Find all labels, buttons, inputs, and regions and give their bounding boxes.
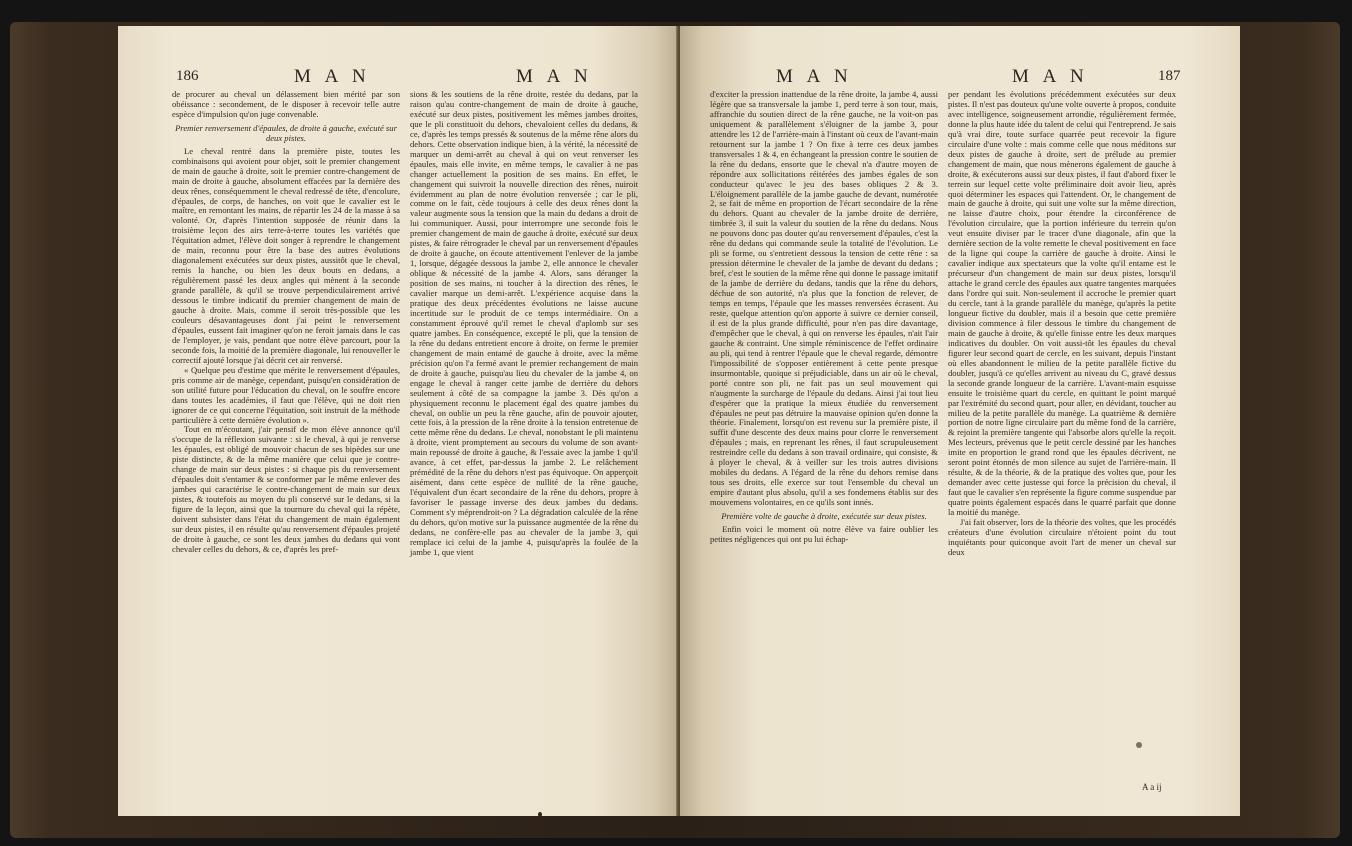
left-page [118, 26, 676, 816]
right-page [680, 26, 1240, 816]
paragraph: Tout en m'écoutant, j'air pensif de mon élève annonce qu'il s'occupe de la réflexion suivante : si le cheval, à qui je renverse les épaules, est obligé de mouvoir chacun de ses bipèdes sur une piste distincte, & de la même manière que celui que je contre-change de main sur deux pistes : si chaque pis du renversement d'épaules doit s'entamer & se conformer par le même enlever des jambes qui caractérise le contre-changement de main sur deux pistes, & toutefois au moyen du pli conservé sur le dedans, si la figure de la leçon, ainsi que la tournure du cheval qui la répète, doivent subsister dans l'état du changement de main également sur deux pistes, il en résulte qu'au renversement d'épaules projeté de droite à gauche, ce sont les deux jambes du dedans qui vont chevaler celles du dehors, & ce, d'après les pref- [172, 424, 400, 554]
left-column-2 [410, 90, 638, 558]
left-column-1 [172, 90, 400, 555]
running-head-left-1: M A N [294, 66, 371, 87]
right-column-1 [710, 90, 938, 545]
running-head-left-2: M A N [516, 66, 593, 87]
paragraph: J'ai fait observer, lors de la théorie des voltes, que les procédés créateurs d'une évolution circulaire n'étoient point du tout inquiétants pour quiconque avoit l'art de mener un cheval sur deux [948, 516, 1176, 557]
paragraph: sions & les soutiens de la rêne droite, restée du dedans, par la raison qu'au contre-changement de main de droite à gauche, exécuté sur deux pistes, positivement les mêmes jambes droites, que le pli constituoit du dehors, chevaloient celles du dedans, & ce, d'après les temps pressés & soutenus de la même rêne alors du dehors. Cette observation indique bien, à la vérité, la nécessité de marquer un demi-arrêt au cheval à qui on veut renverser les épaules, mais elle invite, en même temps, le cavalier à ne pas changer actuellement la position de ses mains. En effet, le changement qui suivroit la nouvelle direction des rênes, nuiroit évidemment au plan de notre évolution renversée ; car le pli, comme on le fait, cède toujours à celle des deux rênes dont la valeur augmente sous la tension que la main du dedans a droit de lui communiquer. Aussi, pour interrompre une seconde fois le premier changement de main de gauche à droite, exécuté sur deux pistes, & faire rétrograder le cheval par un renversement d'épaules de droite à gauche, on écoute attentivement l'enlever de la jambe 1, lorsque, dégagée dessous la jambe 2, elle annonce le chevaler oblique & nécessité de la jambe 4. Alors, sans déranger la position de ses mains, ni toucher à la direction des rênes, le cavalier marque un demi-arrêt. L'expérience acquise dans la pratique des deux précédentes évolutions ne laisse aucune incertitude sur le produit de ce temps intermédiaire. On a constamment éprouvé qu'il remet le cheval d'aplomb sur ses quatre jambes. En conséquence, excepté le pli, que la tension de la rêne du dedans entretient encore à droite, on ferme le premier changement de main entamé de gauche à droite, avec la même précision qu'on l'a fermé avant le premier rechangement de main de droite à gauche, puisqu'au lieu du chevaler de la jambe 4, on engage le cheval à ranger cette jambe de derrière du dehors seulement à côté de sa compagne la jambe 3. Dès qu'on a physiquement reconnu le placement égal des quatre jambes du cheval, on oublie un peu la rêne gauche, afin de pouvoir ajouter, cette fois, à la pression de la rêne droite à la tension entretenue de cette même rêne du dedans. Le cheval, nonobstant le pli maintenu à droite, vient promptement au secours du volume de son avant-main repoussé de droite à gauche, & l'essaie avec la jambe 1 qu'il avance, à cet effet, par-dessus la jambe 2. Le relâchement prémédité de la rêne du dehors n'est pas équivoque. On apperçoit aisément, dans cette espèce de nullité de la rêne gauche, l'équivalent d'un écart secondaire de la rêne du dehors, propre à favoriser le passage inverse des deux jambes du dedans. Comment s'y méprendroit-on ? La dégradation calculée de la rêne du dehors, qu'on motive sur la puissance augmentée de la rêne du dedans, ne confère-elle pas au chevaler de la jambe 3, qui remplace ici celui de la jambe 4, puisqu'après la foulée de la jambe 1, que vient [410, 89, 638, 557]
paragraph: « Quelque peu d'estime que mérite le renversement d'épaules, pris comme air de manège, cependant, puisqu'en considération de son utilité future pour l'éducation du cheval, on le souffre encore dans toutes les académies, il faut que l'élève, qui ne doit rien ignorer de ce qui concerne l'équitation, soit instruit de la méthode particulière à cette dernière évolution ». [172, 364, 400, 425]
paragraph: Le cheval rentré dans la première piste, toutes les combinaisons qui avoient pour objet, soit le premier changement de main de gauche à droite, soit le premier contre-changement de main de droite à gauche, absolument effacées par la dernière des deux rênes, conséquemment le cheval redressé de tête, d'encolure, d'épaules, de corps, de hanches, on voit que le cavalier est le maître, en remontant les mains, de répartir les 24 de la masse à sa volonté. Or, d'après l'intention supposée de réunir dans la troisième leçon des airs terre-à-terre toutes les variétés que l'équitation admet, l'élève doit songer à reprendre le changement de main, reconnu pour être la base des autres évolutions diagonalement exécutées sur deux pistes, aussitôt que le cheval, remis la hanche, ou bien les deux bouts en dedans, a régulièrement passé les deux angles qui mènent à la seconde grande parallèle, & qu'il se trouve perpendiculairement arrivé dessous le timbre indicatif du premier changement de main de gauche à droite. Mais, comme il seroit très-possible que les couleurs désavantageuses dont j'ai peint le renversement d'épaules, eussent fait imaginer qu'on ne feroit jamais dans le cas de l'employer, je vais, pendant que notre élève parcourt, pour la seconde fois, la moitié de la première diagonale, lui renouveller le correctif ajouté lorsque j'ai décrit cet air renversé. [172, 145, 400, 365]
running-head-right-2: M A N [1012, 66, 1089, 87]
section-heading: Premier renversement d'épaules, de droite à gauche, exécuté sur deux pistes. [175, 122, 397, 143]
running-head-right-1: M A N [776, 66, 853, 87]
page-number-left: 186 [176, 68, 199, 84]
paragraph: Enfin voici le moment où notre élève va faire oublier les petites négligences qui ont pu lui échap- [710, 523, 938, 544]
ink-spot [1136, 742, 1142, 748]
catchword: A a ij [1142, 782, 1162, 792]
section-heading: Première volte de gauche à droite, exécutée sur deux pistes. [721, 511, 927, 522]
paragraph: per pendant les évolutions précédemment exécutées sur deux pistes. Il n'est pas douteux qu'une volte ouverte à propos, conduite avec intelligence, soigneusement arrondie, régulièrement fermée, donne la plus haute idée du talent de celui qui l'entreprend. Je sais qu'à vrai dire, toute surface quarrée peut recevoir la figure circulaire d'une volte : mais comme celle que nous méditons sur deux pistes de gauche à droite, sert de prélude au premier changement de main, que nous mènerons également de gauche à droite, & exécuterons aussi sur deux pistes, il faut d'abord fixer le terrein sur lequel cette volte préliminaire doit avoir lieu, après quoi déterminer les espaces qui l'attendent. Or, le changement de main de gauche à droite, qui suit une volte sur la même direction, ne laisse d'autre choix, pour étendre la circonférence de l'évolution circulaire, que la portion inférieure du terrein qu'on veut ensuite diviser par le tracer d'une diagonale, afin que la dernière section de la volte remette le cheval positivement en face de la ligne qui coupe la carrière de gauche à droite. Ainsi le cavalier indique aux spectateurs que la volte qu'il entame est le précurseur d'un changement de main sur deux pistes, lorsqu'il attache le grand cercle des épaules aux quatre tangentes marquées dans l'ordre qui suit. Non-seulement il accroche le premier quart du cercle, tant à la grande parallèle du manège, qu'après la petite longueur fictive du doubler, mais il a besoin que cette première division commence à filer dessous le timbre du changement de main de gauche à droite, & qu'elle finisse entre les deux marques indicatives du doubler. On voit aussi-tôt les épaules du cheval figurer leur second quart de cercle, en les suivant, depuis l'instant où elles abandonnent le milieu de la petite parallèle fictive du doubler, jusqu'à ce qu'elles arrivent au niveau du C, gravé dessus la seconde grande longueur de la carrière. L'avant-main esquisse ensuite le troisième quart du cercle, en quittant le point marqué par l'extrémité du second quart, pour aller, en dévidant, toucher au milieu de la petite parallèle du manège. La quatrième & dernière portion de notre ligne circulaire part du même fond de la carrière, & rejoint la première tangente qui l'absorbe alors qu'elle la reçoit. Mes lecteurs, prévenus que le petit cercle dessiné par les hanches imite en proportion le grand rond que les épaules décrivent, ne seront point étonnés de mon silence au sujet de l'arrière-main. Il résulte, & de la théorie, & de la pratique des voltes que, pour les demander avec cette justesse qui force la précision du cheval, il faut que le cavalier s'en représente la figure comme suspendue par quatre points également espacés dans le quarré parfait que donne la moitié du manège. [948, 89, 1176, 518]
right-column-2 [948, 90, 1176, 558]
ink-dot [538, 812, 542, 816]
page-number-right: 187 [1158, 68, 1181, 84]
paragraph: d'exciter la pression inattendue de la rêne droite, la jambe 4, aussi légère que sa transversale la jambe 1, perd terre à son tour, mais, affranchie du soutien direct de la rêne gauche, ne la voit-on pas uniquement & parallèlement s'éloigner de la jambe 3, pour attendre les 12 de l'arrière-main à l'instant où ceux de l'avant-main retournent sur la jambe 1 ? On fixe à terre ces deux jambes transversales 1 & 4, en échangeant la pression contre le soutien de la rêne du dedans, ensorte que le cheval n'a d'autre moyen de répondre aux sollicitations réitérées des jambes égales de son conducteur qu'avec le jeu des bases obliques 2 & 3. L'éloignement parallèle de la jambe gauche de devant, numérotée 2, se fait de même en proportion de l'écart secondaire de la rêne du dehors. Quant au chevaler de la jambe droite de derrière, timbrée 3, il suit la valeur du soutien de la rêne du dedans. Nous ne pouvons donc pas douter qu'au renversement d'épaules, c'est la rêne du dedans qui commande seule la totalité de l'évolution. Le pli se forme, ou s'entretient dessous la tension de cette rêne : sa pression détermine le chevaler de la jambe de devant du dedans ; bref, c'est le soutien de la même rêne qui donne le passage imitatif de la jambe de derrière du dedans, tandis que la rêne du dehors, déchue de son autorité, n'a plus que la fonction de relever, de temps en temps, l'épaule que les masses renversées écrasent. Au reste, quelque attention qu'on apporte à suivre ce dernier conseil, il est de la plus grande difficulté, pour n'en pas dire davantage, d'empêcher que le cheval, à qui on renverse les épaules, n'ait l'air gauche & contraint. Une simple réminiscence de l'effet ordinaire au pli, qui tend à rentrer l'épaule que le cheval regarde, démontre l'impossibilité de s'opposer entièrement à cette pente presque insurmontable, quoique si préjudiciable, dans un air où le cheval, porté contre son pli, ne fait pas un seul mouvement qui n'augmente la surcharge de l'épaule du dedans. Ainsi j'ai tout lieu d'espérer que la pratique la mieux étudiée du renversement d'épaules ne peut pas détruire la mauvaise opinion qu'en donne la théorie. Finalement, lorsqu'on est revenu sur la première piste, il suffit d'une descente des deux mains pour clorre le renversement d'épaules ; mais, en reprenant les rênes, il faut scrupuleusement restreindre celle du dedans à son travail ordinaire, qui consiste, & à ployer le cheval, & à veiller sur les trois autres divisions mobiles du dedans. A l'égard de la rêne du dehors remise dans tous ses droits, elle exerce sur tout l'ensemble du cheval un empire d'autant plus absolu, qu'il a ses fondemens établis sur des mouvemens volontaires, en ce qu'ils sont innés. [710, 89, 939, 508]
paragraph: de procurer au cheval un délassement bien mérité par son obéissance : secondement, de le disposer à recevoir telle autre espèce d'impulsion qu'on juge convenable. [172, 89, 400, 119]
